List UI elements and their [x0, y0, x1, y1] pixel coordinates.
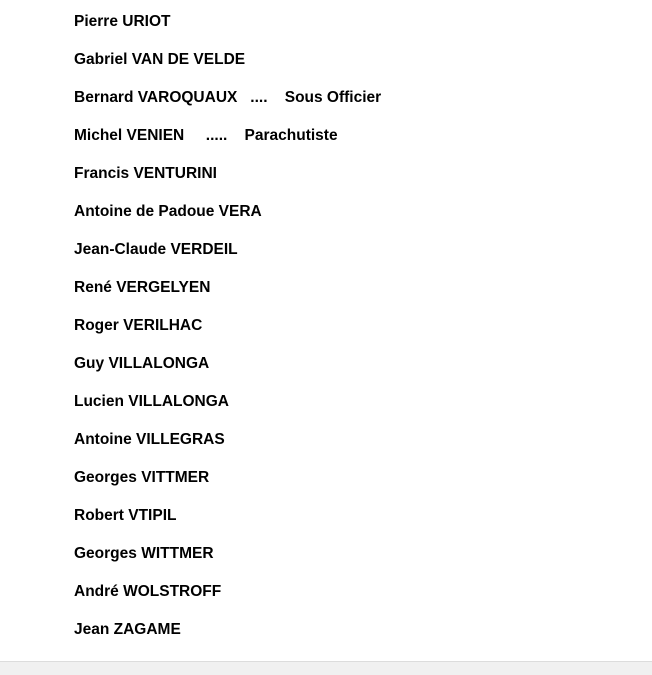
- entry-name: Georges VITTMER: [74, 469, 210, 486]
- entry-name: Guy VILLALONGA: [74, 355, 210, 372]
- list-item: [74, 277, 381, 315]
- entry-name: Jean ZAGAME: [74, 621, 181, 638]
- list-item: [74, 125, 381, 163]
- entry-name: Francis VENTURINI: [74, 165, 217, 182]
- list-item: [74, 467, 381, 505]
- entry-name: Antoine VILLEGRAS: [74, 431, 225, 448]
- entry-name: Georges WITTMER: [74, 545, 214, 562]
- list-item: [74, 239, 381, 277]
- entry-name: Roger VERILHAC: [74, 317, 203, 334]
- name-list: [74, 11, 381, 657]
- list-item: [74, 163, 381, 201]
- list-item: [74, 619, 381, 657]
- list-item: [74, 315, 381, 353]
- entry-name: Pierre URIOT: [74, 13, 171, 30]
- entry-name: André WOLSTROFF: [74, 583, 222, 600]
- list-item: [74, 429, 381, 467]
- list-item: [74, 581, 381, 619]
- entry-name: René VERGELYEN: [74, 279, 211, 296]
- list-item: [74, 201, 381, 239]
- entry-name: Bernard VAROQUAUX: [74, 89, 238, 106]
- entry-name: Lucien VILLALONGA: [74, 393, 229, 410]
- entry-name: Gabriel VAN DE VELDE: [74, 51, 246, 68]
- horizontal-scrollbar[interactable]: [0, 661, 652, 675]
- list-item: [74, 391, 381, 429]
- entry-note: ..... Parachutiste: [184, 127, 338, 144]
- entry-name: Jean-Claude VERDEIL: [74, 241, 238, 258]
- list-item: [74, 11, 381, 49]
- list-item: [74, 505, 381, 543]
- entry-name: Antoine de Padoue VERA: [74, 203, 262, 220]
- entry-note: .... Sous Officier: [237, 89, 382, 106]
- entry-name: Robert VTIPIL: [74, 507, 177, 524]
- list-item: [74, 49, 381, 87]
- list-item: [74, 353, 381, 391]
- list-item: [74, 87, 381, 125]
- list-item: [74, 543, 381, 581]
- entry-name: Michel VENIEN: [74, 127, 185, 144]
